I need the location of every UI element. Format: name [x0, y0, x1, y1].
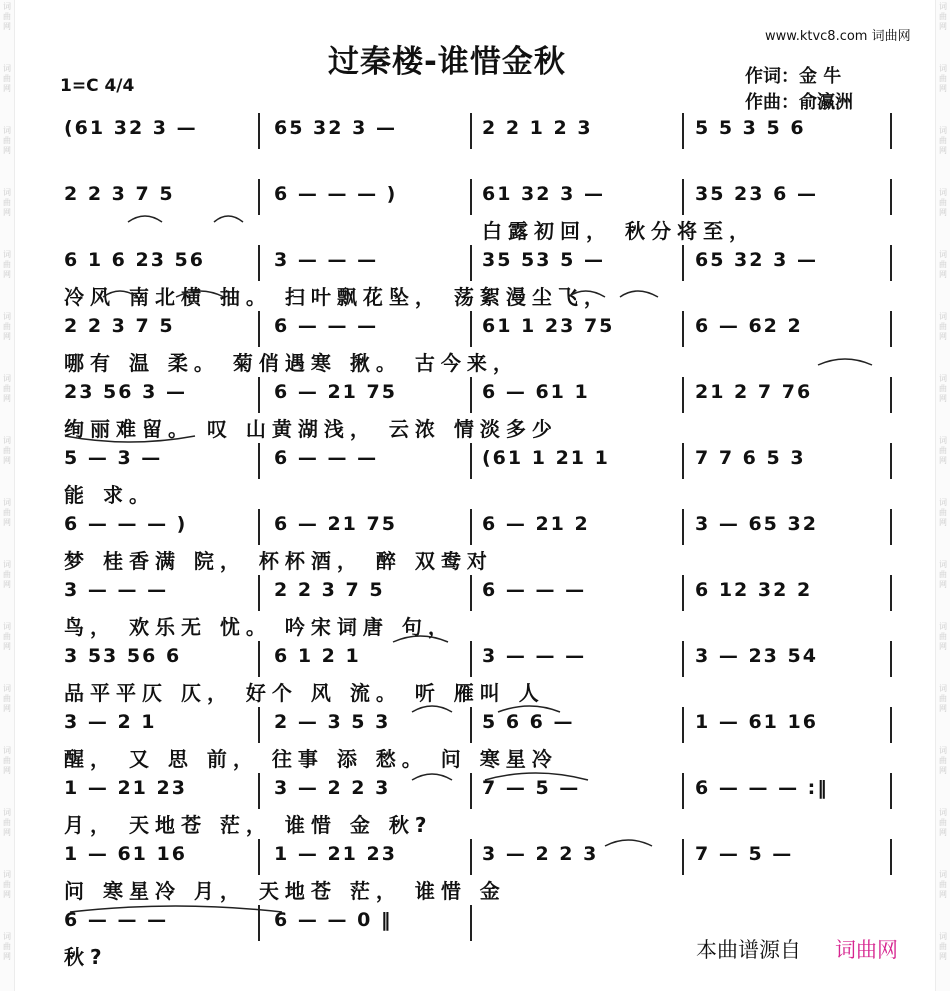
watermark-text: 词 曲 网	[3, 64, 11, 93]
barline	[258, 575, 260, 611]
barline	[258, 839, 260, 875]
barline	[682, 509, 684, 545]
barline	[258, 245, 260, 281]
lyric-line: 能 求。	[64, 483, 155, 507]
song-title: 过秦楼-谁惜金秋	[328, 44, 566, 80]
measure-notes: 6 12 32 2	[695, 579, 813, 601]
lyric-line: 哪有 温 柔。 菊俏遇寒 揪。 古今来，	[64, 351, 519, 375]
barline	[890, 245, 892, 281]
measure-notes: 3 — — —	[274, 249, 379, 271]
barline	[470, 311, 472, 347]
barline	[470, 773, 472, 809]
measure-notes: 5 5 3 5 6	[695, 117, 806, 139]
barline	[682, 443, 684, 479]
watermark-text: 词 曲 网	[939, 436, 947, 465]
measure-notes: 7 — 5 —	[482, 777, 581, 799]
barline	[890, 179, 892, 215]
site-url[interactable]: www.ktvc8.com 词曲网	[765, 29, 911, 44]
watermark-text: 词 曲 网	[3, 436, 11, 465]
lyric-line: 问 寒星冷 月， 天地苍 茫， 谁惜 金	[64, 879, 506, 903]
measure-notes: 23 56 3 —	[64, 381, 187, 403]
barline	[890, 311, 892, 347]
barline	[258, 773, 260, 809]
watermark-text: 词 曲 网	[3, 808, 11, 837]
lyric-line: 品平平仄 仄， 好个 风 流。 听 雁叫 人	[64, 681, 545, 705]
barline	[890, 773, 892, 809]
lyricist-credit: 作词：金 牛	[745, 66, 842, 87]
brand-link[interactable]: 词曲网	[835, 938, 898, 962]
lyric-line: 鸟， 欢乐无 忧。 吟宋词唐 句，	[64, 615, 454, 639]
watermark-text: 词 曲 网	[939, 312, 947, 341]
barline	[470, 245, 472, 281]
measure-notes: (61 1 21 1	[482, 447, 610, 469]
barline	[258, 179, 260, 215]
measure-notes: 1 — 61 16	[64, 843, 187, 865]
barline	[258, 311, 260, 347]
measure-notes: 6 — — —	[274, 315, 379, 337]
watermark-text: 词 曲 网	[939, 126, 947, 155]
barline	[258, 641, 260, 677]
watermark-text: 词 曲 网	[939, 64, 947, 93]
measure-notes: 3 — 2 2 3	[482, 843, 599, 865]
barline	[470, 443, 472, 479]
measure-notes: 3 — — —	[64, 579, 169, 601]
measure-notes: 6 — — — )	[274, 183, 398, 205]
measure-notes: 1 — 61 16	[695, 711, 818, 733]
watermark-text: 词 曲 网	[3, 312, 11, 341]
watermark-text: 词 曲 网	[939, 808, 947, 837]
measure-notes: 6 — 62 2	[695, 315, 803, 337]
barline	[890, 113, 892, 149]
barline	[682, 641, 684, 677]
measure-notes: 2 2 3 7 5	[274, 579, 385, 601]
measure-notes: 6 — 21 2	[482, 513, 590, 535]
measure-notes: 35 53 5 —	[482, 249, 605, 271]
measure-notes: 3 — — —	[482, 645, 587, 667]
barline	[682, 311, 684, 347]
composer-credit: 作曲：俞瀛洲	[745, 92, 853, 113]
watermark-text: 词 曲 网	[3, 126, 11, 155]
watermark-text: 词 曲 网	[939, 932, 947, 961]
measure-notes: 5 6 6 —	[482, 711, 575, 733]
lyric-line: 秋?	[64, 945, 108, 969]
right-watermark-stripe	[935, 0, 950, 991]
measure-notes: 3 — 2 1	[64, 711, 157, 733]
watermark-text: 词 曲 网	[3, 188, 11, 217]
measure-notes: 6 — — —	[482, 579, 587, 601]
measure-notes: 6 — — 0 ‖	[274, 909, 393, 931]
barline	[890, 443, 892, 479]
left-watermark-stripe	[0, 0, 15, 991]
barline	[890, 575, 892, 611]
lyric-line: 绚丽难留。 叹 山黄湖浅， 云浓 情淡多少	[64, 417, 558, 441]
watermark-text: 词 曲 网	[3, 250, 11, 279]
barline	[890, 707, 892, 743]
measure-notes: 65 32 3 —	[274, 117, 397, 139]
barline	[682, 773, 684, 809]
measure-notes: 6 1 6 23 56	[64, 249, 206, 271]
measure-notes: 5 — 3 —	[64, 447, 163, 469]
measure-notes: 7 7 6 5 3	[695, 447, 806, 469]
source-note: 本曲谱源自	[696, 938, 801, 962]
watermark-text: 词 曲 网	[3, 374, 11, 403]
barline	[682, 575, 684, 611]
measure-notes: 21 2 7 76	[695, 381, 813, 403]
barline	[470, 113, 472, 149]
lyric-line: 醒， 又 思 前， 往事 添 愁。 问 寒星冷	[64, 747, 558, 771]
barline	[258, 443, 260, 479]
lyric-line: 梦 桂香满 院， 杯杯酒， 醉 双鸯对	[64, 549, 493, 573]
watermark-text: 词 曲 网	[3, 684, 11, 713]
barline	[470, 905, 472, 941]
watermark-text: 词 曲 网	[3, 498, 11, 527]
barline	[682, 179, 684, 215]
measure-notes: 3 — 65 32	[695, 513, 818, 535]
lyric-line: 白露初回， 秋分将至，	[482, 219, 755, 243]
measure-notes: 6 — 21 75	[274, 513, 397, 535]
measure-notes: 6 — — — )	[64, 513, 188, 535]
barline	[258, 377, 260, 413]
watermark-text: 词 曲 网	[939, 560, 947, 589]
measure-notes: 65 32 3 —	[695, 249, 818, 271]
barline	[890, 839, 892, 875]
watermark-text: 词 曲 网	[3, 560, 11, 589]
measure-notes: 7 — 5 —	[695, 843, 794, 865]
measure-notes: 61 32 3 —	[482, 183, 605, 205]
measure-notes: 6 — 21 75	[274, 381, 397, 403]
barline	[470, 575, 472, 611]
measure-notes: 6 — — — :‖	[695, 777, 829, 799]
measure-notes: 35 23 6 —	[695, 183, 818, 205]
watermark-text: 词 曲 网	[3, 932, 11, 961]
watermark-text: 词 曲 网	[939, 870, 947, 899]
measure-notes: 6 — — —	[64, 909, 169, 931]
measure-notes: 2 — 3 5 3	[274, 711, 391, 733]
watermark-text: 词 曲 网	[939, 622, 947, 651]
key-signature: 1=C 4/4	[60, 76, 135, 96]
measure-notes: 2 2 1 2 3	[482, 117, 593, 139]
barline	[682, 245, 684, 281]
measure-notes: 1 — 21 23	[274, 843, 397, 865]
watermark-text: 词 曲 网	[939, 2, 947, 31]
watermark-text: 词 曲 网	[939, 684, 947, 713]
watermark-text: 词 曲 网	[939, 188, 947, 217]
barline	[682, 839, 684, 875]
measure-notes: 2 2 3 7 5	[64, 315, 175, 337]
measure-notes: (61 32 3 —	[64, 117, 198, 139]
barline	[258, 509, 260, 545]
measure-notes: 61 1 23 75	[482, 315, 615, 337]
measure-notes: 6 — — —	[274, 447, 379, 469]
barline	[470, 509, 472, 545]
measure-notes: 6 1 2 1	[274, 645, 361, 667]
barline	[682, 707, 684, 743]
watermark-text: 词 曲 网	[3, 2, 11, 31]
measure-notes: 3 53 56 6	[64, 645, 182, 667]
barline	[470, 377, 472, 413]
measure-notes: 1 — 21 23	[64, 777, 187, 799]
lyric-line: 冷风 南北横 抽。 扫叶飘花坠， 荡絮漫尘飞，	[64, 285, 610, 309]
measure-notes: 3 — 23 54	[695, 645, 818, 667]
barline	[470, 641, 472, 677]
barline	[890, 377, 892, 413]
lyric-line: 月， 天地苍 茫， 谁惜 金 秋?	[64, 813, 433, 837]
watermark-text: 词 曲 网	[939, 498, 947, 527]
barline	[890, 641, 892, 677]
measure-notes: 2 2 3 7 5	[64, 183, 175, 205]
barline	[470, 179, 472, 215]
watermark-text: 词 曲 网	[3, 746, 11, 775]
barline	[470, 707, 472, 743]
barline	[258, 905, 260, 941]
watermark-text: 词 曲 网	[3, 622, 11, 651]
barline	[258, 113, 260, 149]
barline	[470, 839, 472, 875]
watermark-text: 词 曲 网	[939, 374, 947, 403]
barline	[682, 377, 684, 413]
watermark-text: 词 曲 网	[939, 250, 947, 279]
barline	[682, 113, 684, 149]
watermark-text: 词 曲 网	[939, 746, 947, 775]
measure-notes: 3 — 2 2 3	[274, 777, 391, 799]
barline	[890, 509, 892, 545]
measure-notes: 6 — 61 1	[482, 381, 590, 403]
watermark-text: 词 曲 网	[3, 870, 11, 899]
barline	[258, 707, 260, 743]
